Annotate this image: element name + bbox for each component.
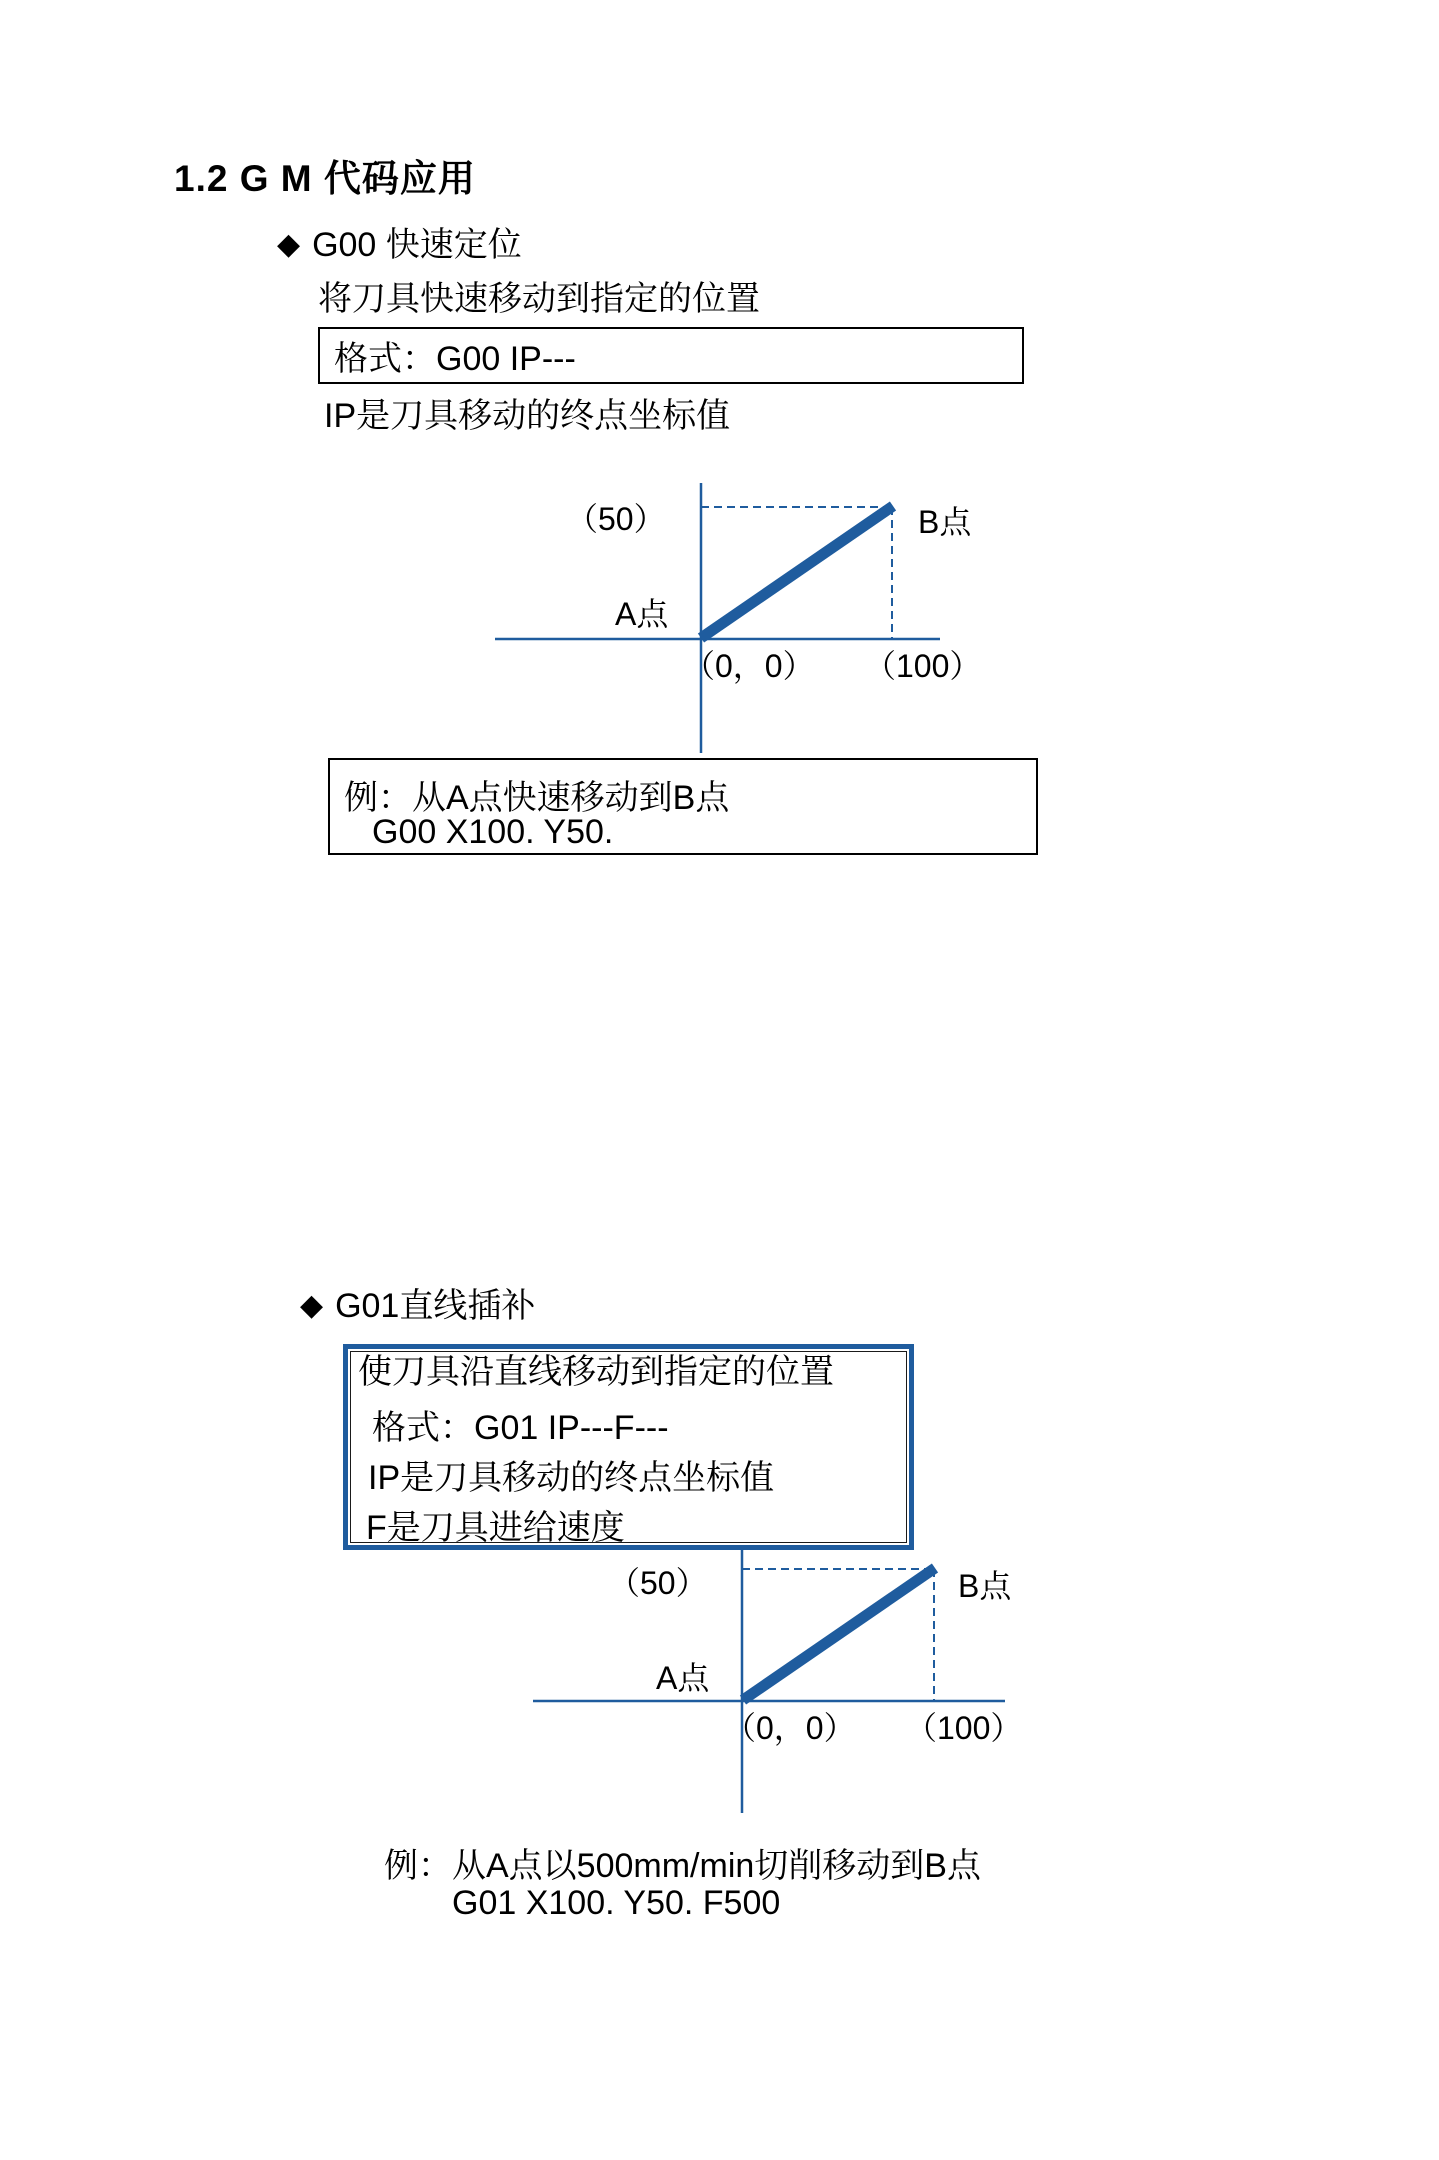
g00-point-a-label: A点 — [615, 596, 669, 632]
g01-section-heading — [300, 1278, 535, 1327]
g01-box-line4: F是刀具进给速度 — [366, 1509, 625, 1547]
g00-x-value-label: （100） — [864, 648, 982, 684]
g00-heading-text: G00 快速定位 — [312, 226, 522, 264]
g01-y-value-label: （50） — [608, 1565, 708, 1601]
g00-origin-label: （0，0） — [683, 648, 815, 684]
g00-example-line2: G00 X100. Y50. — [372, 813, 614, 851]
g01-origin-label: （0，0） — [724, 1710, 856, 1746]
diamond-bullet-icon: ◆ — [300, 1289, 324, 1322]
diamond-bullet-icon: ◆ — [277, 228, 301, 261]
g00-y-value-label: （50） — [566, 501, 666, 537]
g00-ip-note: IP是刀具移动的终点坐标值 — [324, 397, 731, 435]
g01-diagram — [520, 1545, 1023, 1835]
g00-example-box — [328, 758, 1038, 855]
g00-point-b-label: B点 — [918, 504, 972, 540]
g01-point-b-label: B点 — [958, 1568, 1012, 1604]
g01-example-line2: G01 X100. Y50. F500 — [452, 1884, 781, 1922]
g00-example-line1: 例：从A点快速移动到B点 — [344, 779, 730, 817]
g01-example-line1: 例：从A点以500mm/min切削移动到B点 — [384, 1847, 981, 1885]
g00-diagram — [480, 475, 960, 765]
g01-box-line2: 格式：G01 IP---F--- — [372, 1409, 669, 1447]
g00-rapid-move-line — [701, 506, 893, 638]
g00-section-heading — [277, 217, 522, 266]
g01-box-line1: 使刀具沿直线移动到指定的位置 — [358, 1353, 834, 1391]
g01-heading-text: G01直线插补 — [335, 1287, 536, 1325]
page-title: 1.2 G M 代码应用 — [174, 158, 476, 199]
g01-x-value-label: （100） — [905, 1710, 1023, 1746]
g01-feed-move-line — [743, 1568, 935, 1700]
g01-point-a-label: A点 — [656, 1660, 710, 1696]
g00-format-box — [318, 327, 1024, 384]
g01-info-box — [343, 1344, 914, 1550]
g01-box-line3: IP是刀具移动的终点坐标值 — [368, 1459, 775, 1497]
g00-intro-text: 将刀具快速移动到指定的位置 — [318, 280, 760, 318]
g00-format-text: 格式：G00 IP--- — [334, 340, 576, 378]
